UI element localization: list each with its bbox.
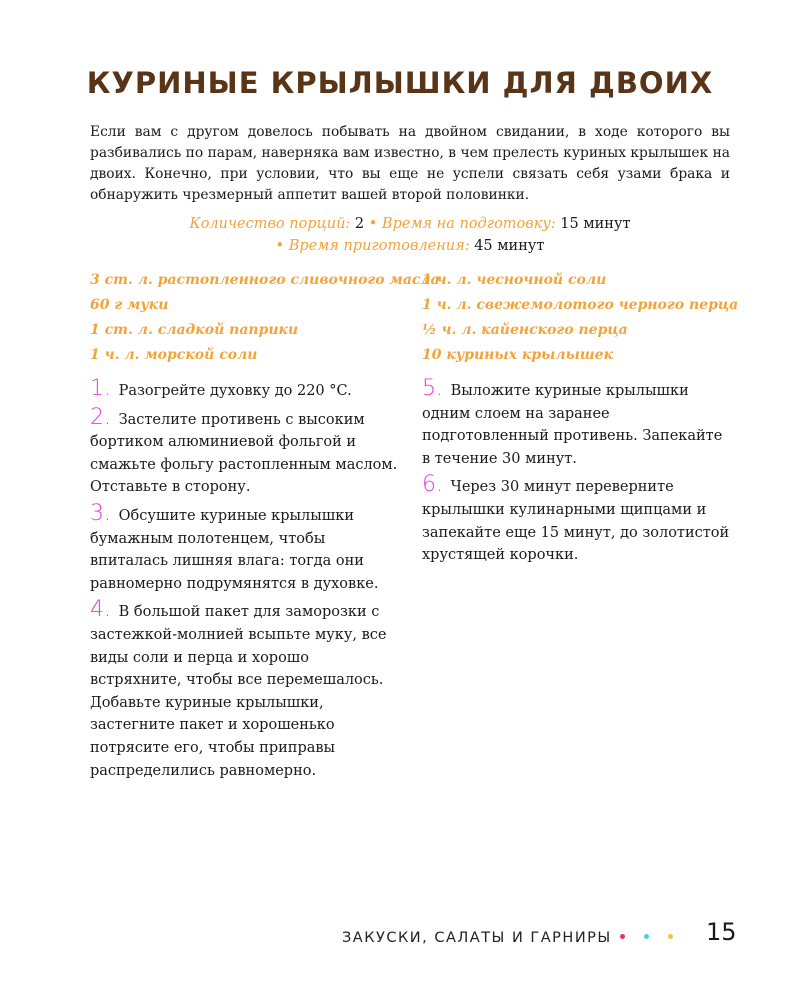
step-5	[422, 376, 732, 470]
intro-paragraph: Если вам с другом довелось побывать на двойном свидании, в ходе которого вы разбивались по парам, наверняка вам известно, в чем прелесть куриных крылышек на двоих. Конечно, при условии, что вы еще не успели связать себя узами брака и обнаружить чрезмерный аппетит вашей второй половинки.	[90, 124, 730, 203]
ingredient-item: 1 ч. л. морской соли	[90, 347, 258, 363]
servings-value: 2	[354, 216, 365, 232]
meta-separator: •	[275, 238, 285, 254]
meta-line-2	[90, 235, 730, 257]
step-text: Через 30 минут переверните крылышки кулинарными щипцами и запекайте еще 15 минут, до золотистой хрустящей корочки.	[422, 479, 730, 564]
ingredient-item: 10 куриных крылышек	[422, 347, 614, 363]
ingredient-item: 1 ст. л. сладкой паприки	[90, 322, 299, 338]
step-6	[422, 472, 732, 566]
step-number: 2.	[90, 404, 111, 430]
page-number: 15	[706, 918, 737, 946]
ingredient-item: 3 ст. л. растопленного сливочного масла	[90, 272, 440, 288]
ingredients-right	[422, 270, 752, 370]
step-number: 3.	[90, 500, 111, 526]
step-text: Застелите противень с высоким бортиком алюминиевой фольгой и смажьте фольгу растопленным маслом. Отставьте в сторону.	[90, 411, 398, 496]
footer-dot	[620, 934, 625, 939]
steps-left-column	[90, 376, 400, 788]
step-1	[90, 376, 400, 403]
cook-time-label: Время приготовления:	[288, 238, 470, 254]
step-text: В большой пакет для заморозки с застежкой-молнией всыпьте муку, все виды соли и перца и хорошо встряхните, чтобы все перемешалось. Добавьте куриные крылышки, застегните пакет и хорошенько потрясите его, чтобы приправы распределились равномерно.	[90, 604, 387, 779]
meta-separator: •	[368, 216, 378, 232]
ingredients-left	[90, 270, 440, 370]
footer-dot	[668, 934, 673, 939]
step-number: 5.	[422, 376, 443, 401]
meta-line-1	[90, 213, 730, 235]
recipe-meta	[90, 213, 730, 257]
step-text: Обсушите куриные крылышки бумажным полотенцем, чтобы впиталась лишняя влага: тогда они равномерно подрумянятся в духовке.	[90, 507, 379, 592]
servings-label: Количество порций:	[189, 216, 351, 232]
ingredient-item: 60 г муки	[90, 297, 169, 313]
prep-time-label: Время на подготовку:	[381, 216, 556, 232]
footer-section-title: ЗАКУСКИ, САЛАТЫ И ГАРНИРЫ	[342, 930, 612, 946]
ingredient-item: ½ ч. л. кайенского перца	[422, 322, 628, 338]
step-number: 6.	[422, 472, 443, 498]
step-3	[90, 500, 400, 595]
step-number: 1.	[90, 376, 111, 401]
prep-time-value: 15 минут	[560, 216, 631, 232]
page-title: КУРИНЫЕ КРЫЛЫШКИ ДЛЯ ДВОИХ	[86, 66, 714, 100]
ingredient-item: 1 ч. л. свежемолотого черного перца	[422, 297, 739, 313]
step-2	[90, 404, 400, 499]
step-text: Разогрейте духовку до 220 °C.	[118, 383, 352, 399]
step-number: 4.	[90, 597, 111, 623]
cook-time-value: 45 минут	[474, 238, 545, 254]
step-text: Выложите куриные крылышки одним слоем на заранее подготовленный противень. Запекайте в течение 30 минут.	[422, 383, 723, 467]
step-4	[90, 597, 400, 782]
footer-dot	[644, 934, 649, 939]
steps-right-column	[422, 376, 732, 573]
ingredient-item: 1 ч. л. чесночной соли	[422, 272, 607, 288]
